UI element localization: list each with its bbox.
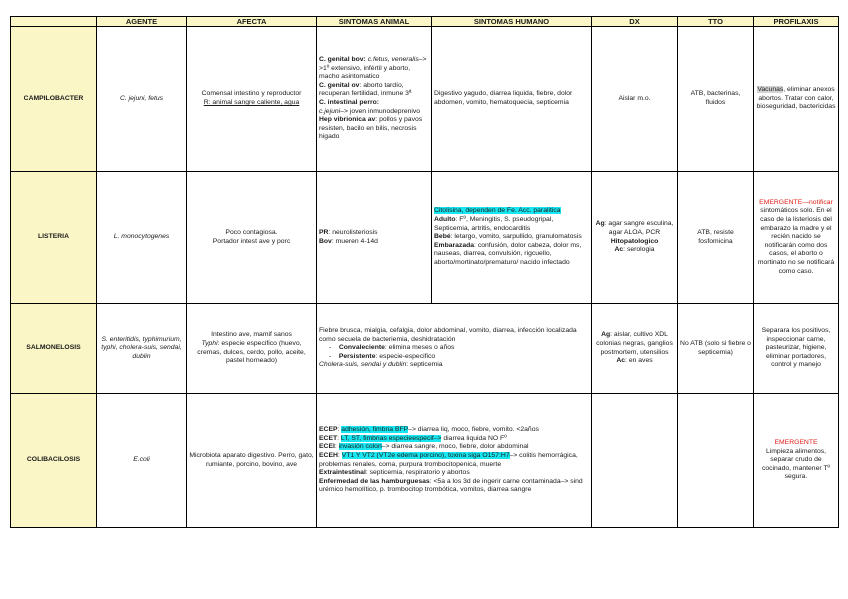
zoonosis-table <box>10 16 839 528</box>
sintomas-animal-cell <box>317 27 432 172</box>
header-sintomas-animal: SINTOMAS ANIMAL <box>317 17 432 27</box>
body-text: : Fº, Meningitis, S. pseudogripal, Septicemia, artritis, endocarditis <box>434 216 554 232</box>
body-text: –> diarrea sangre, moco, fiebre, dolor abdominal <box>381 443 529 451</box>
label-text: Embarazada <box>434 241 475 249</box>
afecta-text: Poco contagiosa. <box>225 228 278 236</box>
dx-cell <box>592 172 678 304</box>
body-text: : agar sangre esculina, agar ALOA, PCR <box>604 220 674 236</box>
dx-cell <box>592 394 678 528</box>
label-text: ECET <box>319 434 338 442</box>
profilaxis-cell <box>754 172 839 304</box>
table-row <box>11 27 839 172</box>
agente-cell: E.coli <box>97 394 187 528</box>
header-afecta: AFECTA <box>187 17 317 27</box>
highlight-text: VT1 Y VT2 (VT2e edema porcino), toxina siga O157:H7 <box>341 451 510 459</box>
label-text: PR <box>319 228 329 236</box>
highlight-text: invasión colon <box>338 443 382 451</box>
body-text: : especie-especifico <box>375 352 436 360</box>
body-text: : <box>337 426 342 434</box>
header-profilaxis: PROFILAXIS <box>754 17 839 27</box>
sintomas-animal-humano-cell <box>317 394 592 528</box>
sintomas-animal-cell <box>317 172 432 304</box>
body-text: : <box>334 443 339 451</box>
header-cell-empty <box>11 17 97 27</box>
label-text: Hitopatologico <box>610 237 659 245</box>
afecta-cell: Microbiota aparato digestivo. Perro, gato, rumiante, porcino, bovino, ave <box>187 394 317 528</box>
dx-cell: Aislar m.o. <box>592 27 678 172</box>
header-tto: TTO <box>678 17 754 27</box>
tto-cell <box>678 394 754 528</box>
body-text: –> >1º extensivo, infértil y aborto, macho asintomatico <box>319 56 427 81</box>
label-text: C. genital bov: <box>319 56 368 64</box>
body-text: : septicemia, respiratorio y abortos <box>365 469 470 477</box>
label-text: Persistente <box>338 352 376 360</box>
label-text: Ac <box>614 246 624 254</box>
body-text: Limpieza alimentos, separar crudo de cocinado, mantener Tº segura. <box>761 447 831 481</box>
label-text: Enfermedad de las hamburguesas <box>319 477 430 485</box>
disease-name: COLIBACILOSIS <box>11 394 97 528</box>
label-text: C. intestinal perro: <box>319 99 380 106</box>
agente-cell: L. monocytogenes <box>97 172 187 304</box>
afecta-text: Intestino ave, mamif sanos <box>211 331 292 339</box>
body-text: : aislar, cultivo XDL colonias negras, ganglios postmortem, utensilios <box>596 331 673 356</box>
dx-cell <box>592 304 678 394</box>
body-text: : <box>337 434 341 442</box>
body-text: : letargo, vomito, sarpullido, granulomatosis <box>450 233 582 241</box>
body-text: Fiebre brusca, mialgia, cefalgia, dolor abdominal, vomito, diarrea, infección localizada como secuela de bacteriemia, deshidratación <box>319 327 577 343</box>
agente-cell: C. jejuni, fetus <box>97 27 187 172</box>
disease-name: CAMPILOBACTER <box>11 27 97 172</box>
label-text: Ag <box>595 220 605 228</box>
afecta-text: Portador intest ave y porc <box>212 237 291 245</box>
tto-cell: No ATB (solo si fiebre o septicemia) <box>678 304 754 394</box>
emergente-label: EMERGENTE <box>774 439 818 447</box>
body-text: diarrea liquida NO Fº <box>441 434 507 442</box>
header-dx: DX <box>592 17 678 27</box>
afecta-text: R: animal sangre caliente, agua <box>203 99 300 106</box>
body-text: : <5a a los 3d de ingerir carne contaminada–> sind urémico hemolítico, p. trombocitop trombótica, vomitos, diarrea sangre <box>319 477 583 494</box>
body-text: , eliminar anexos abortos. Tratar con calor, bioseguridad, bactericidas <box>756 86 836 111</box>
body-text: : pollos y pavos resisten, bacilo en bilis, necrosis higado <box>319 116 423 141</box>
label-text: ECEH <box>319 451 338 459</box>
sintomas-animal-humano-cell: Fiebre brusca, mialgia, cefalgia, dolor abdominal, vomito, diarrea, infección localizada como secuela de bacteriemia, deshidratación - Convaleciente: elimina meses o años - Persistente: especie-especifico Cholera-suis, sendai y dublin: septicemia <box>317 304 592 394</box>
body-text: –> joven inmunodeprenivo <box>340 107 421 115</box>
body-text: –> diarrea liq, moco, fiebre, vomito. <2años <box>408 426 539 434</box>
label-text: ECEP <box>319 426 338 434</box>
label-text: Hep vibrionica av <box>319 116 376 124</box>
label-text: Bebé <box>434 233 451 241</box>
table-row <box>11 172 839 304</box>
sintomas-humano-cell <box>432 172 592 304</box>
italic-text: Typhi <box>201 339 218 347</box>
label-text: Ag <box>601 331 611 339</box>
tto-cell: ATB, bacterinas, fluidos <box>678 27 754 172</box>
label-text: ECEI <box>319 443 335 451</box>
header-sintomas-humano: SINTOMAS HUMANO <box>432 17 592 27</box>
afecta-text: Comensal intestino y reproductor <box>201 90 302 98</box>
sintomas-humano-cell: Digestivo yagudo, diarrea liquida, fiebre, dolor abdomen, vomito, hematoquecia, septicemia <box>432 27 592 172</box>
header-agente: AGENTE <box>97 17 187 27</box>
label-text: Convaleciente <box>338 344 385 352</box>
highlight-text: LT, ST, fimbrias especieespecif–> <box>340 434 442 442</box>
label-text: C. genital ov <box>319 81 360 89</box>
body-text: : neurolisteriosis <box>328 228 378 236</box>
body-text: : especie especifico (huevo, cremas, dulces, cerdo, pollo, aceite, pastel horneado) <box>197 339 306 365</box>
label-text: Ac <box>616 357 626 365</box>
tto-cell: ATB, resiste fosfomicina <box>678 172 754 304</box>
body-text: : <box>337 451 342 459</box>
afecta-cell <box>187 172 317 304</box>
body-text: : confusión, dolor cabeza, dolor ms, nauseas, diarrea, convulsión, rigcuello, aborto/mortinato/prematuro/ nacido infectado <box>434 241 582 266</box>
body-text: –> colitis hemorrágica, problemas renales, coma, purpura trombocitopenica, muerte <box>319 451 578 468</box>
disease-name: SALMONELOSIS <box>11 304 97 394</box>
table-row <box>11 394 839 528</box>
label-text: Extraintestinal <box>319 469 366 477</box>
highlight-text: adhesión, fimbria BFP <box>341 426 409 434</box>
afecta-cell <box>187 304 317 394</box>
italic-text: c.fetus, veneralis <box>367 56 419 64</box>
italic-text: Cholera-suis, sendai y dublin <box>319 361 407 369</box>
highlight-text: Vacunas <box>757 86 784 94</box>
agente-cell: S. enteritidis, typhimurium, typhi, cholera-suis, sendai, dublin <box>97 304 187 394</box>
highlight-text: Citolisina, dependen de Fe. Acc. paralitica <box>434 207 561 215</box>
body-text: : septicemia <box>406 361 443 369</box>
body-text: sintomáticos solo. En el caso de la listeriosis del embarazo la madre y el recién nacido se notificarán como dos casos, el aborto o mortinato no se notificará como caso. <box>757 207 835 275</box>
body-text: : mueren 4-14d <box>331 237 378 245</box>
body-text: : en aves <box>625 357 653 365</box>
italic-text: c.jejuni <box>319 107 341 115</box>
body-text: : serologia <box>623 246 655 254</box>
header-row <box>11 17 839 27</box>
profilaxis-cell <box>754 394 839 528</box>
label-text: Bov <box>319 237 332 245</box>
body-text: : aborto tardío, recuperan fertilidad, inmune 3ª <box>319 81 412 98</box>
profilaxis-cell: Separara los positivos, inspeccionar carne, pasteurizar, higiene, eliminar portadores, control y manejo <box>754 304 839 394</box>
disease-name: LISTERIA <box>11 172 97 304</box>
profilaxis-cell <box>754 27 839 172</box>
table-row <box>11 304 839 394</box>
body-text: : elimina meses o años <box>384 344 455 352</box>
label-text: Adulto <box>434 216 456 224</box>
emergente-label: EMERGENTE—notificar <box>759 198 833 206</box>
afecta-cell <box>187 27 317 172</box>
